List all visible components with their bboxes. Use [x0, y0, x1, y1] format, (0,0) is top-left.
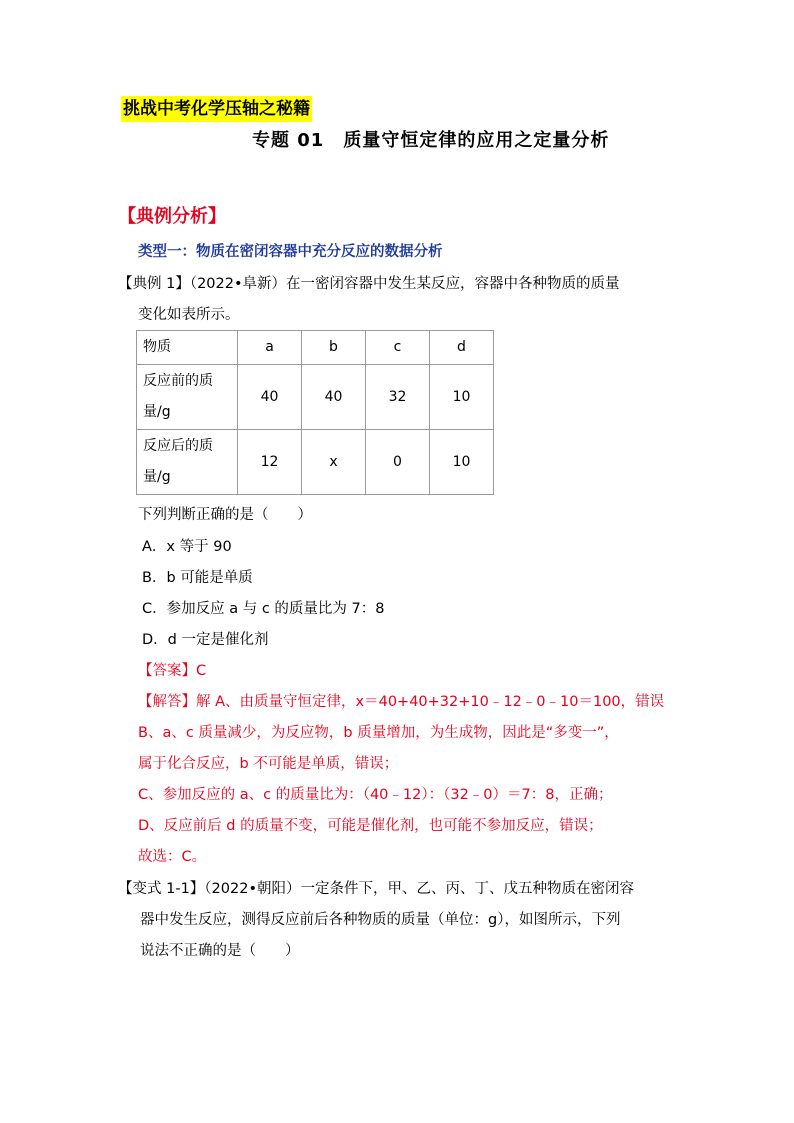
- answer-text: 【答案】C: [138, 663, 207, 679]
- question-text: 下列判断正确的是（ ）: [138, 507, 312, 523]
- row-label: 反应前的质 量/g: [137, 365, 238, 430]
- table-header-cell: b: [302, 331, 366, 365]
- table-header-cell: 物质: [137, 331, 238, 365]
- analysis-line: C、参加反应的 a、c 的质量比为：（40﹣12）：（32﹣0）＝7：8，正确；: [138, 787, 613, 803]
- page-title: 专题 01 质量守恒定律的应用之定量分析: [252, 130, 610, 151]
- option-a: A．x 等于 90: [142, 539, 232, 555]
- analysis-line: 【解答】解 A、由质量守恒定律，x＝40+40+32+10﹣12﹣0﹣10＝100，错误: [138, 694, 665, 710]
- table-header-row: [137, 331, 494, 365]
- table-row: [137, 365, 494, 430]
- table-header-cell: d: [430, 331, 494, 365]
- series-banner: 挑战中考化学压轴之秘籍: [121, 96, 312, 122]
- section-heading: 【典例分析】: [118, 206, 226, 227]
- mass-table: [136, 330, 494, 495]
- option-c: C．参加反应 a 与 c 的质量比为 7：8: [142, 601, 385, 617]
- analysis-line: 属于化合反应，b 不可能是单质，错误；: [138, 756, 399, 772]
- example-intro-line1: 【典例 1】（2022•阜新）在一密闭容器中发生某反应，容器中各种物质的质量: [118, 276, 620, 292]
- row-label: 反应后的质 量/g: [137, 430, 238, 495]
- analysis-line: 故选：C。: [138, 849, 207, 865]
- type-heading: 类型一：物质在密闭容器中充分反应的数据分析: [138, 244, 443, 260]
- analysis-line: D、反应前后 d 的质量不变，可能是催化剂，也可能不参加反应，错误；: [138, 818, 603, 834]
- analysis-line: B、a、c 质量减少，为反应物，b 质量增加，为生成物，因此是“多变一”，: [138, 725, 619, 741]
- table-cell: 0: [366, 430, 430, 495]
- table-header-cell: a: [238, 331, 302, 365]
- option-d: D．d 一定是催化剂: [142, 632, 269, 648]
- variant-line2: 器中发生反应，测得反应前后各种物质的质量（单位：g），如图所示，下列: [140, 912, 621, 928]
- variant-line1: 【变式 1-1】（2022•朝阳）一定条件下，甲、乙、丙、丁、戊五种物质在密闭容: [118, 881, 634, 897]
- table-cell: 10: [430, 365, 494, 430]
- option-b: B．b 可能是单质: [142, 570, 253, 586]
- example-intro-line2: 变化如表所示。: [138, 307, 240, 323]
- table-cell: 32: [366, 365, 430, 430]
- table-cell: 10: [430, 430, 494, 495]
- table-cell: 12: [238, 430, 302, 495]
- table-cell: x: [302, 430, 366, 495]
- table-row: [137, 430, 494, 495]
- table-cell: 40: [302, 365, 366, 430]
- table-cell: 40: [238, 365, 302, 430]
- variant-line3: 说法不正确的是（ ）: [140, 943, 300, 959]
- table-header-cell: c: [366, 331, 430, 365]
